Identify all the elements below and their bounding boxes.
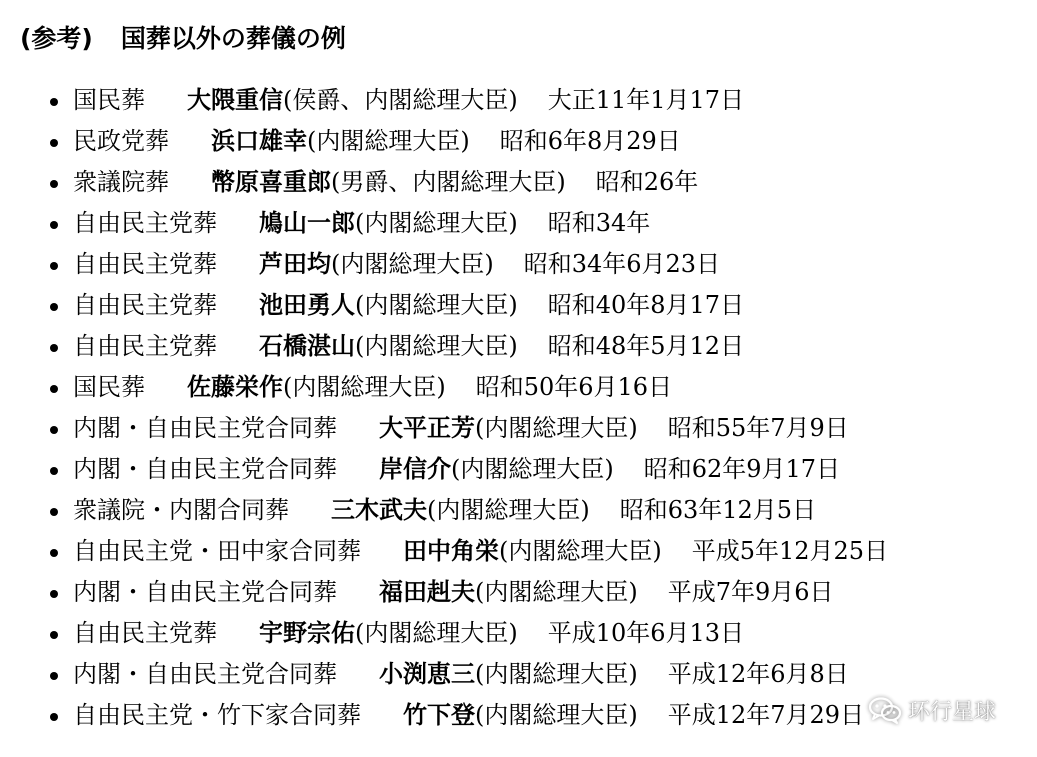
- person-title: (内閣総理大臣): [355, 619, 518, 647]
- funeral-type: 国民葬: [73, 86, 145, 114]
- person-title: (内閣総理大臣): [331, 250, 494, 278]
- person-name: 石橋湛山: [259, 332, 355, 360]
- bullet-icon: [50, 426, 58, 434]
- funeral-date: 昭和26年: [595, 168, 699, 196]
- funeral-type: 自由民主党・田中家合同葬: [73, 537, 361, 565]
- person-title: (内閣総理大臣): [475, 701, 638, 729]
- funeral-date: 昭和50年6月16日: [475, 373, 673, 401]
- list-item: [0, 285, 1037, 326]
- bullet-icon: [50, 98, 58, 106]
- bullet-icon: [50, 344, 58, 352]
- funeral-date: 昭和34年: [547, 209, 651, 237]
- bullet-icon: [50, 508, 58, 516]
- list-item: [0, 449, 1037, 490]
- bullet-icon: [50, 139, 58, 147]
- person-title: (内閣総理大臣): [451, 455, 614, 483]
- person-title: (内閣総理大臣): [475, 414, 638, 442]
- list-item: [0, 613, 1037, 654]
- funeral-list: [0, 80, 1037, 736]
- list-item: [0, 490, 1037, 531]
- watermark-text: 环行星球: [908, 699, 997, 725]
- funeral-type: 内閣・自由民主党合同葬: [73, 455, 337, 483]
- list-item: [0, 121, 1037, 162]
- funeral-type: 内閣・自由民主党合同葬: [73, 578, 337, 606]
- bullet-icon: [50, 221, 58, 229]
- section-heading: [20, 22, 346, 56]
- funeral-date: 平成12年7月29日: [667, 701, 865, 729]
- funeral-type: 衆議院葬: [73, 168, 169, 196]
- person-name: 芦田均: [259, 250, 331, 278]
- funeral-date: 平成10年6月13日: [547, 619, 745, 647]
- wechat-icon: [868, 696, 902, 724]
- bullet-icon: [50, 549, 58, 557]
- list-item: [0, 162, 1037, 203]
- list-item: [0, 326, 1037, 367]
- person-name: 浜口雄幸: [211, 127, 307, 155]
- funeral-date: 昭和6年8月29日: [499, 127, 681, 155]
- list-item: [0, 80, 1037, 121]
- funeral-date: 昭和40年8月17日: [547, 291, 745, 319]
- person-title: (内閣総理大臣): [355, 209, 518, 237]
- person-name: 福田赳夫: [379, 578, 475, 606]
- heading-ref: (参考): [20, 24, 93, 53]
- list-item: [0, 654, 1037, 695]
- funeral-date: 昭和62年9月17日: [643, 455, 841, 483]
- person-name: 岸信介: [379, 455, 451, 483]
- funeral-type: 自由民主党・竹下家合同葬: [73, 701, 361, 729]
- person-name: 小渕恵三: [379, 660, 475, 688]
- funeral-type: 内閣・自由民主党合同葬: [73, 660, 337, 688]
- funeral-type: 民政党葬: [73, 127, 169, 155]
- watermark: [868, 692, 996, 728]
- person-name: 大平正芳: [379, 414, 475, 442]
- list-item: [0, 203, 1037, 244]
- funeral-date: 昭和55年7月9日: [667, 414, 849, 442]
- person-name: 池田勇人: [259, 291, 355, 319]
- person-title: (内閣総理大臣): [283, 373, 446, 401]
- person-name: 佐藤栄作: [187, 373, 283, 401]
- person-name: 竹下登: [403, 701, 475, 729]
- list-item: [0, 244, 1037, 285]
- list-item: [0, 408, 1037, 449]
- funeral-type: 国民葬: [73, 373, 145, 401]
- list-item: [0, 367, 1037, 408]
- bullet-icon: [50, 262, 58, 270]
- person-name: 幣原喜重郎: [211, 168, 331, 196]
- funeral-date: 平成5年12月25日: [691, 537, 889, 565]
- heading-title: 国葬以外の葬儀の例: [120, 24, 346, 53]
- funeral-date: 昭和34年6月23日: [523, 250, 721, 278]
- funeral-type: 自由民主党葬: [73, 619, 217, 647]
- person-title: (内閣総理大臣): [427, 496, 590, 524]
- bullet-icon: [50, 180, 58, 188]
- funeral-type: 自由民主党葬: [73, 250, 217, 278]
- funeral-type: 内閣・自由民主党合同葬: [73, 414, 337, 442]
- funeral-date: 平成12年6月8日: [667, 660, 849, 688]
- bullet-icon: [50, 713, 58, 721]
- list-item: [0, 572, 1037, 613]
- funeral-type: 衆議院・内閣合同葬: [73, 496, 289, 524]
- person-name: 鳩山一郎: [259, 209, 355, 237]
- person-name: 大隈重信: [187, 86, 283, 114]
- bullet-icon: [50, 672, 58, 680]
- funeral-type: 自由民主党葬: [73, 291, 217, 319]
- funeral-type: 自由民主党葬: [73, 209, 217, 237]
- funeral-date: 昭和48年5月12日: [547, 332, 745, 360]
- bullet-icon: [50, 590, 58, 598]
- funeral-date: 大正11年1月17日: [547, 86, 745, 114]
- person-name: 宇野宗佑: [259, 619, 355, 647]
- bullet-icon: [50, 467, 58, 475]
- funeral-date: 平成7年9月6日: [667, 578, 834, 606]
- person-title: (内閣総理大臣): [355, 332, 518, 360]
- person-name: 三木武夫: [331, 496, 427, 524]
- bullet-icon: [50, 303, 58, 311]
- person-title: (内閣総理大臣): [475, 578, 638, 606]
- funeral-date: 昭和63年12月5日: [619, 496, 817, 524]
- bullet-icon: [50, 385, 58, 393]
- person-title: (内閣総理大臣): [499, 537, 662, 565]
- list-item: [0, 531, 1037, 572]
- person-name: 田中角栄: [403, 537, 499, 565]
- person-title: (侯爵、内閣総理大臣): [283, 86, 518, 114]
- person-title: (内閣総理大臣): [307, 127, 470, 155]
- person-title: (男爵、内閣総理大臣): [331, 168, 566, 196]
- person-title: (内閣総理大臣): [355, 291, 518, 319]
- funeral-type: 自由民主党葬: [73, 332, 217, 360]
- bullet-icon: [50, 631, 58, 639]
- person-title: (内閣総理大臣): [475, 660, 638, 688]
